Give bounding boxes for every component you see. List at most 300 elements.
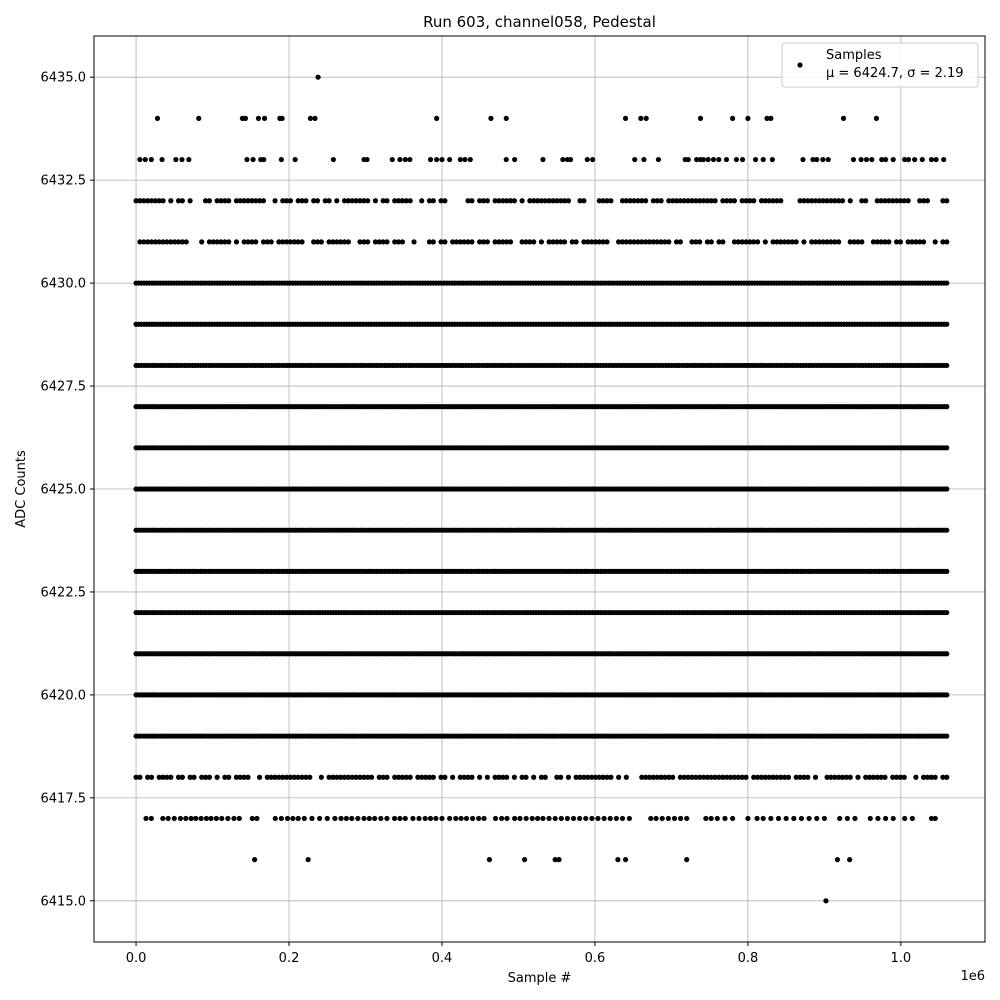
data-point [523,775,528,780]
data-point [944,528,949,533]
sample-level-6427 [133,404,949,409]
y-tick-label: 6432.5 [40,173,86,189]
sample-level-6419 [133,733,949,738]
data-point [868,816,873,821]
data-point [801,239,806,244]
data-point [137,157,142,162]
data-point [408,775,413,780]
data-point [279,157,284,162]
data-point [400,239,405,244]
data-point [431,239,436,244]
data-point [826,157,831,162]
data-point [410,816,415,821]
data-point [485,775,490,780]
data-point [595,816,600,821]
data-point [648,816,653,821]
data-point [332,816,337,821]
data-point [458,157,463,162]
sample-level-6418 [133,775,949,780]
data-point [768,816,773,821]
data-point [944,198,949,203]
data-point [906,198,911,203]
y-tick-label: 6417.5 [40,791,86,807]
data-point [160,816,165,821]
data-point [411,239,416,244]
data-point [841,116,846,121]
data-point [428,816,433,821]
data-point [921,239,926,244]
sample-level-6430 [133,280,949,285]
data-point [845,816,850,821]
data-point [214,816,219,821]
data-point [806,816,811,821]
data-point [623,857,628,862]
data-point [499,816,504,821]
legend-series-name: Samples [826,48,882,63]
data-point [660,816,665,821]
data-point [933,239,938,244]
sample-level-6434 [155,116,879,121]
data-point [365,239,370,244]
data-point [315,75,320,80]
data-point [378,816,383,821]
data-point [315,198,320,203]
data-point [244,157,249,162]
data-point [299,239,304,244]
data-point [784,816,789,821]
data-point [302,816,307,821]
data-point [367,816,372,821]
data-point [577,816,582,821]
data-point [556,857,561,862]
data-point [384,198,389,203]
data-point [207,775,212,780]
data-point [732,198,737,203]
data-point [459,816,464,821]
data-point [944,280,949,285]
data-point [390,157,395,162]
data-point [794,239,799,244]
data-point [852,816,857,821]
data-point [257,775,262,780]
data-point [791,816,796,821]
data-point [262,116,267,121]
data-point [698,116,703,121]
data-point [546,816,551,821]
data-point [864,157,869,162]
data-point [627,816,632,821]
data-point [944,692,949,697]
data-point [279,816,284,821]
data-point [469,775,474,780]
y-tick-label: 6415.0 [40,894,86,910]
data-point [369,775,374,780]
data-point [658,198,663,203]
data-point [531,775,536,780]
data-point [252,857,257,862]
data-point [848,775,853,780]
data-point [654,816,659,821]
data-point [745,816,750,821]
data-point [493,816,498,821]
data-point [851,157,856,162]
data-point [929,157,934,162]
data-point [488,116,493,121]
data-point [290,816,295,821]
data-point [512,816,517,821]
data-point [720,239,725,244]
data-point [462,157,467,162]
data-point [715,816,720,821]
data-point [485,198,490,203]
data-point [906,157,911,162]
data-point [184,239,189,244]
sample-level-6422 [133,610,949,615]
data-point [902,775,907,780]
data-point [566,775,571,780]
data-point [944,445,949,450]
sample-level-6429 [133,322,949,327]
data-point [149,816,154,821]
sample-level-6425 [133,486,949,491]
data-point [447,157,452,162]
data-point [504,816,509,821]
data-point [183,816,188,821]
x-axis-ticks [126,942,911,966]
y-tick-label: 6430.0 [40,276,86,292]
data-point [219,816,224,821]
data-point [397,816,402,821]
data-point [243,116,248,121]
sample-level-6416 [252,857,852,862]
data-point [373,198,378,203]
data-point [562,239,567,244]
x-axis-label: Sample # [507,971,572,986]
data-point [204,816,209,821]
data-point [199,239,204,244]
data-point [559,816,564,821]
data-point [384,775,389,780]
data-point [805,775,810,780]
sample-level-6424 [133,528,949,533]
data-point [188,198,193,203]
data-point [272,198,277,203]
x-tick-label: 0.8 [737,951,759,966]
data-point [520,198,525,203]
data-point [883,816,888,821]
data-point [574,239,579,244]
data-point [902,816,907,821]
data-point [920,157,925,162]
x-tick-label: 0.2 [278,951,300,966]
y-tick-label: 6425.0 [40,482,86,498]
data-point [632,157,637,162]
data-point [319,239,324,244]
data-point [822,816,827,821]
data-point [615,857,620,862]
data-point [670,775,675,780]
data-point [755,239,760,244]
data-point [568,157,573,162]
data-point [913,775,918,780]
sample-level-6415 [823,898,828,903]
data-point [581,198,586,203]
data-point [859,239,864,244]
data-point [944,322,949,327]
data-point [686,157,691,162]
data-point [428,157,433,162]
data-point [823,898,828,903]
data-point [837,816,842,821]
sample-level-6423 [133,569,949,574]
data-point [855,775,860,780]
data-point [309,816,314,821]
data-point [869,157,874,162]
data-point [944,610,949,615]
data-point [754,816,759,821]
data-point [697,239,702,244]
x-tick-label: 0.6 [584,951,606,966]
data-point [666,816,671,821]
data-point [933,775,938,780]
sample-level-6421 [133,651,949,656]
data-point [624,775,629,780]
data-point [641,157,646,162]
data-point [614,816,619,821]
data-point [814,816,819,821]
data-point [273,816,278,821]
data-point [882,775,887,780]
data-point [608,775,613,780]
data-point [944,239,949,244]
data-point [912,157,917,162]
data-point [326,198,331,203]
data-point [364,157,369,162]
data-point [566,198,571,203]
data-point [168,775,173,780]
data-point [476,816,481,821]
data-point [944,404,949,409]
data-point [666,239,671,244]
data-point [256,116,261,121]
data-point [312,116,317,121]
data-point [469,239,474,244]
data-point [616,775,621,780]
data-point [602,816,607,821]
y-axis-label: ADC Counts [14,450,29,528]
data-point [196,116,201,121]
data-point [361,816,366,821]
data-point [709,239,714,244]
data-point [180,775,185,780]
sample-level-6433 [137,157,946,162]
data-point [189,816,194,821]
data-point [403,157,408,162]
data-point [638,116,643,121]
sample-level-6426 [133,445,949,450]
data-point [442,239,447,244]
data-point [434,116,439,121]
data-point [800,157,805,162]
data-point [713,198,718,203]
data-point [840,198,845,203]
data-point [384,816,389,821]
data-point [763,239,768,244]
data-point [193,816,198,821]
data-point [684,816,689,821]
data-point [173,157,178,162]
data-point [512,775,517,780]
data-point [403,816,408,821]
sample-level-6435 [315,75,320,80]
data-points [133,75,949,904]
data-point [944,363,949,368]
data-point [944,733,949,738]
data-point [397,157,402,162]
data-point [372,816,377,821]
data-point [207,198,212,203]
data-point [656,157,661,162]
data-point [186,157,191,162]
data-point [813,775,818,780]
x-tick-label: 0.0 [125,951,147,966]
data-point [253,239,258,244]
data-point [751,198,756,203]
sample-level-6432 [133,198,949,203]
data-point [226,775,231,780]
data-point [703,816,708,821]
data-point [168,198,173,203]
data-point [419,198,424,203]
data-point [179,157,184,162]
data-point [678,816,683,821]
data-point [530,816,535,821]
data-point [835,857,840,862]
data-point [481,816,486,821]
data-point [540,816,545,821]
data-point [543,775,548,780]
data-point [799,816,804,821]
data-point [820,157,825,162]
data-point [539,239,544,244]
data-point [743,775,748,780]
data-point [944,486,949,491]
data-point [338,816,343,821]
data-point [285,816,290,821]
data-point [331,157,336,162]
data-point [678,239,683,244]
data-point [407,157,412,162]
data-point [208,816,213,821]
data-point [261,198,266,203]
data-point [925,198,930,203]
data-point [280,116,285,121]
data-point [724,157,729,162]
data-point [431,198,436,203]
data-point [308,116,313,121]
data-point [709,816,714,821]
data-point [180,198,185,203]
data-point [344,816,349,821]
data-point [149,157,154,162]
data-point [745,116,750,121]
data-point [886,239,891,244]
data-point [198,816,203,821]
data-point [553,816,558,821]
data-point [944,775,949,780]
data-point [722,816,727,821]
data-point [504,116,509,121]
data-point [684,857,689,862]
data-point [535,816,540,821]
data-point [160,198,165,203]
data-point [464,816,469,821]
data-point [172,816,177,821]
y-axis-ticks [41,71,95,910]
sample-level-6420 [133,692,949,697]
data-point [166,816,171,821]
data-point [365,198,370,203]
data-point [306,857,311,862]
data-point [859,157,864,162]
data-point [706,157,711,162]
data-point [261,157,266,162]
data-point [307,775,312,780]
data-point [761,816,766,821]
y-tick-label: 6435.0 [40,70,86,86]
data-point [245,775,250,780]
data-point [143,816,148,821]
data-point [863,198,868,203]
data-point [237,816,242,821]
data-point [225,816,230,821]
data-point [604,239,609,244]
data-point [875,816,880,821]
data-point [334,198,339,203]
x-tick-label: 0.4 [431,951,453,966]
data-point [941,157,946,162]
data-point [325,816,330,821]
data-point [149,775,154,780]
data-point [933,157,938,162]
data-point [740,157,745,162]
sample-level-6417 [143,816,937,821]
data-point [439,816,444,821]
data-point [711,157,716,162]
data-point [477,775,482,780]
x-axis-offset-label: 1e6 [960,969,985,984]
data-point [933,816,938,821]
data-point [269,239,274,244]
data-point [512,198,517,203]
x-tick-label: 1.0 [890,951,912,966]
data-point [384,239,389,244]
data-point [734,157,739,162]
data-point [487,857,492,862]
data-point [608,816,613,821]
data-point [768,116,773,121]
data-point [524,816,529,821]
data-point [560,157,565,162]
data-point [531,239,536,244]
data-point [944,651,949,656]
data-point [883,157,888,162]
data-point [143,157,148,162]
data-point [442,775,447,780]
data-point [874,116,879,121]
data-point [346,239,351,244]
data-point [620,816,625,821]
